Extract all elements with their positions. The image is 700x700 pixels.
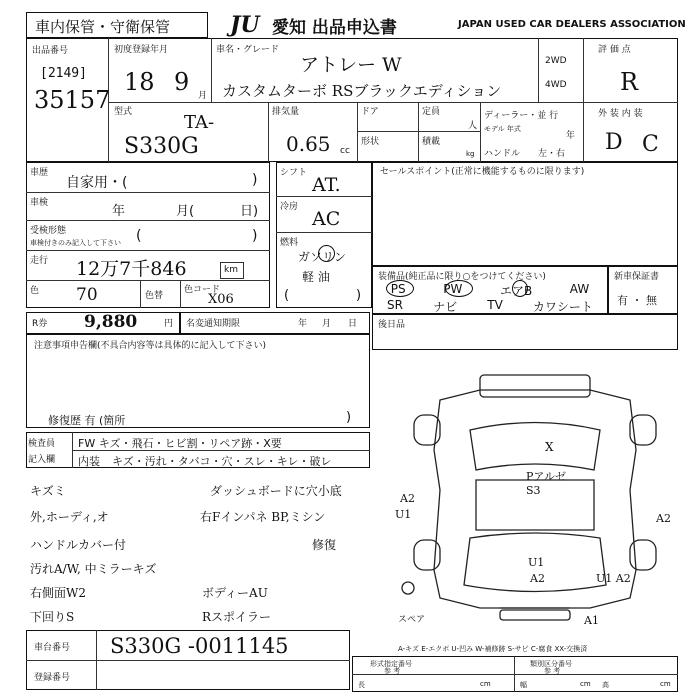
handle-options: 左・右 xyxy=(538,149,566,159)
fuel-gasoline-circle xyxy=(318,245,335,262)
registration-label: 初度登録年月 xyxy=(114,45,169,55)
spare-tire-marker xyxy=(402,582,414,594)
footer-height: 高 xyxy=(602,681,609,689)
rating-value: R xyxy=(620,68,639,96)
name-change-label: 名変通知期限 xyxy=(186,319,241,329)
equipment-aw[interactable]: AW xyxy=(569,282,590,296)
equipment-sr[interactable]: SR xyxy=(387,298,404,312)
org-title-en: JAPAN USED CAR DEALERS ASSOCIATION xyxy=(458,19,686,30)
equipment-airbag-circle xyxy=(512,280,528,297)
equipment-ps[interactable]: PS xyxy=(390,282,406,296)
diagram-mark-p: Pアルゼ S3 xyxy=(526,470,566,497)
exterior-grade: D xyxy=(605,130,623,155)
equipment-pw-circle xyxy=(445,280,473,297)
inspector-label1: 検査員 xyxy=(28,439,56,449)
inspection-form-open: ( xyxy=(136,228,142,244)
model-label: 型式 xyxy=(114,107,133,117)
equipment-tv[interactable]: TV xyxy=(487,298,503,312)
inspection-label: 車検 xyxy=(30,198,49,208)
mileage-value: 12万7千846 xyxy=(76,258,187,280)
displacement-value: 0.65 xyxy=(286,132,331,156)
note-right: ボディーAU xyxy=(202,586,268,600)
note-right: 修復 xyxy=(312,538,337,552)
equipment-ps-circle xyxy=(386,280,414,297)
diagram-mark-u1-rear: U1 xyxy=(528,556,545,569)
dealer-year-unit: 年 xyxy=(566,131,576,141)
mileage-unit: km xyxy=(224,265,238,275)
note-left: 汚れA/W, 中ミラーキズ xyxy=(30,562,157,576)
color-swatch-label: 色替 xyxy=(145,291,164,301)
warranty-options: 有 ・ 無 xyxy=(617,294,657,307)
footer-size2: 類別区分番号 xyxy=(530,660,572,668)
equipment-label: 装備品(純正品に限り○をつけてください) xyxy=(378,272,546,282)
mileage-unit-box xyxy=(220,262,244,279)
note-left: キズミ xyxy=(30,484,66,498)
org-title: 愛知 出品申込書 xyxy=(272,18,397,38)
capacity-label: 定員 xyxy=(422,107,441,117)
diagram-mark-a2-rear: A2 xyxy=(530,572,545,585)
note-left: 右側面W2 xyxy=(30,586,86,600)
spare-label: スペア xyxy=(398,615,426,625)
remarks-block xyxy=(372,314,678,350)
diagram-mark-a2-right: A2 xyxy=(656,512,671,525)
note-right: 右Fインパネ BP,ミシン xyxy=(200,510,326,524)
chassis-label: 車台番号 xyxy=(34,643,71,653)
diagram-mark-x: X xyxy=(545,440,554,454)
diagram-mark-a2-left: A2 xyxy=(400,492,415,505)
handwritten-notes xyxy=(30,480,370,630)
ju-logo xyxy=(230,12,260,38)
footer-size2-sub: 参 考 xyxy=(544,667,561,675)
history-label: 車歴 xyxy=(30,168,49,178)
name-change-month: 月 xyxy=(322,319,332,329)
recycle-unit: 円 xyxy=(164,319,174,329)
drive-4wd: 4WD xyxy=(545,80,567,90)
color-code: X06 xyxy=(208,292,234,307)
inspection-day: 日) xyxy=(240,204,259,219)
registration-no-label: 登録番号 xyxy=(34,673,71,683)
footer-height-unit: cm xyxy=(660,680,671,688)
displacement-label: 排気量 xyxy=(272,107,300,117)
car-damage-diagram xyxy=(400,360,690,640)
fuel-label: 燃料 xyxy=(280,238,299,248)
color-value: 70 xyxy=(76,285,98,305)
fuel-diesel: 軽 油 xyxy=(302,270,330,284)
storage-label: 車内保管・守衛保管 xyxy=(35,18,171,36)
recycle-label: R券 xyxy=(32,319,48,329)
interior-grade: C xyxy=(642,132,659,157)
fuel-open: ( xyxy=(284,288,290,303)
sales-point-block xyxy=(372,162,678,266)
notes-label: 注意事項申告欄(不具合内容等は具体的に記入して下さい) xyxy=(34,341,267,351)
equipment-leather[interactable]: カワシート xyxy=(532,300,593,314)
drive-2wd: 2WD xyxy=(545,56,567,66)
equipment-airbag[interactable]: エアB xyxy=(499,284,533,298)
dealer-parallel: ディーラー・並 行 xyxy=(484,111,559,121)
registration-year: 18 xyxy=(124,68,155,96)
equipment-pw[interactable]: PW xyxy=(443,282,463,296)
chassis-value: S330G -0011145 xyxy=(110,634,289,658)
diagram-mark-a1: A1 xyxy=(584,614,599,627)
equipment-navi[interactable]: ナビ xyxy=(433,300,458,314)
history-close: ) xyxy=(252,172,258,188)
grades-label: 外 装 内 装 xyxy=(598,109,643,119)
shape-label: 形状 xyxy=(361,137,380,147)
rating-label: 評 価 点 xyxy=(598,45,631,55)
note-right: ダッシュボードに穴小底 xyxy=(210,484,342,498)
color-label: 色 xyxy=(30,286,40,296)
recycle-value: 9,880 xyxy=(84,312,138,332)
footer-size1: 形式指定番号 xyxy=(370,660,412,668)
storage-label-box xyxy=(26,12,208,38)
lot-sub-number: [2149] xyxy=(40,66,87,81)
door-label: ドア xyxy=(361,107,379,117)
vehicle-name-label: 車名・グレード xyxy=(216,45,280,55)
note-left: ハンドルカバー付 xyxy=(30,538,127,552)
footer-length: 長 xyxy=(358,681,365,689)
diagram-legend: A-キズ E-エクボ U-凹み W-補修跡 S-サビ C-腐食 XX-交換済 xyxy=(398,645,588,653)
footer-width: 幅 xyxy=(520,681,527,689)
name-change-year: 年 xyxy=(298,319,308,329)
sales-point-label: セールスポイント(正常に機能するものに限ります) xyxy=(380,167,585,177)
notes-repair: 修復歴 有 (箇所 xyxy=(48,414,126,427)
fuel-gasoline: ガソリン xyxy=(298,250,347,264)
lot-number: 35157 xyxy=(34,86,111,114)
note-left: 下回りS xyxy=(30,610,75,624)
registration-month: 9 xyxy=(174,68,190,96)
footer-length-unit: cm xyxy=(480,680,491,688)
vehicle-name-line1: アトレー W xyxy=(300,54,402,76)
note-left: 外,ホーディ,オ xyxy=(30,510,109,524)
inspection-month: 月( xyxy=(176,204,195,219)
fuel-close: ) xyxy=(356,288,362,303)
diagram-mark-u1a2-rear: U1 A2 xyxy=(596,572,631,585)
displacement-unit: cc xyxy=(340,146,350,156)
aircon-label: 冷房 xyxy=(280,202,299,212)
warranty-label: 新車保証書 xyxy=(614,272,660,282)
load-label: 積載 xyxy=(422,137,441,147)
shift-label: シフト xyxy=(280,168,308,178)
dealer-model-year: モデル 年式 xyxy=(484,125,521,133)
shift-value: AT. xyxy=(312,174,341,196)
footer-width-unit: cm xyxy=(580,680,591,688)
lot-number-label: 出品番号 xyxy=(32,46,69,56)
capacity-unit: 人 xyxy=(468,121,478,131)
aircon-value: AC xyxy=(312,208,341,230)
load-unit: kg xyxy=(466,150,475,158)
inspector-label2: 記入欄 xyxy=(28,455,56,465)
diagram-mark-u1-left: U1 xyxy=(395,508,412,521)
inspector-row2-label: 内装 xyxy=(78,455,100,468)
registration-month-unit: 月 xyxy=(198,91,208,101)
equipment-row2 xyxy=(372,298,608,315)
name-change-day: 日 xyxy=(348,319,358,329)
inspection-year: 年 xyxy=(112,204,126,219)
mileage-label: 走行 xyxy=(30,256,49,266)
model-prefix: TA- xyxy=(184,112,215,133)
notes-close: ) xyxy=(346,410,352,425)
ju-logo-text: JU xyxy=(230,12,260,38)
vehicle-name-line2: カスタムターボ RSブラックエディション xyxy=(222,82,502,100)
inspection-form-label: 受検形態 xyxy=(30,226,67,236)
history-value: 自家用・( xyxy=(66,175,128,191)
inspector-row1: FW キズ・飛石・ヒビ割・リペア跡・X要 xyxy=(78,437,282,450)
inspection-form-close: ) xyxy=(252,228,258,244)
inspector-row2: キズ・汚れ・タバコ・穴・スレ・キレ・破レ xyxy=(112,455,332,468)
model-value: S330G xyxy=(124,134,199,159)
footer-size1-sub: 参 考 xyxy=(384,667,401,675)
inspection-form-note: 車検付きのみ記入して下さい xyxy=(30,239,121,247)
remarks-label: 後日品 xyxy=(378,320,406,330)
note-right: Rスポイラー xyxy=(202,610,272,624)
color-code-label: 色コード xyxy=(184,285,221,295)
handle-label: ハンドル xyxy=(484,149,521,159)
